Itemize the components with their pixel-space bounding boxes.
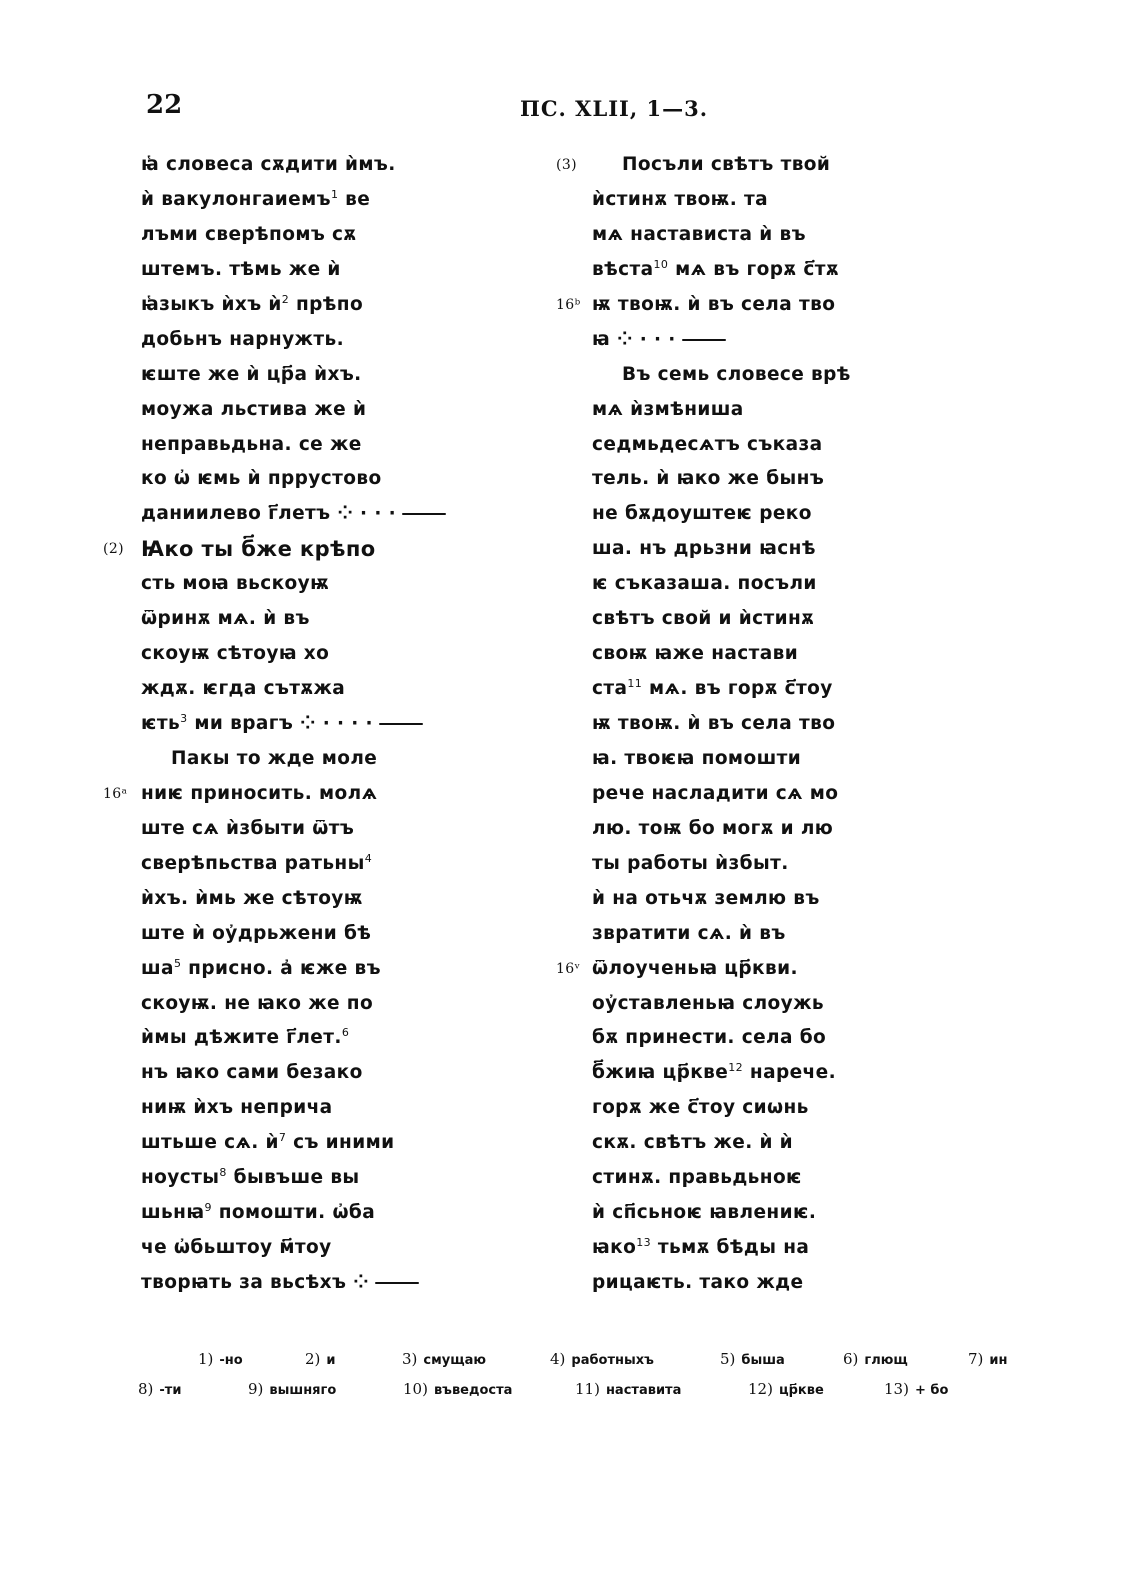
footnote-text: смущаю xyxy=(423,1353,486,1368)
text-line xyxy=(141,672,471,707)
line-text: мѧ настависта ѝ въ xyxy=(592,223,806,245)
line-text: ѭ твоѭ. ѝ въ села тво xyxy=(592,713,836,734)
line-text: свѣтъ свой и ѝстинѫ xyxy=(592,608,815,630)
line-text: неправьдьна. се же xyxy=(141,433,362,455)
footnote-number: 9) xyxy=(248,1380,264,1398)
section-end-mark xyxy=(682,339,726,341)
line-text: че ѡ҆бьштоу м҃тоу xyxy=(141,1237,332,1259)
line-text: ѭ твоѭ. ѝ въ села тво xyxy=(592,293,836,315)
footnote xyxy=(884,1380,948,1398)
line-text: ждѫ. ѥгда сътѫжа xyxy=(141,678,346,700)
line-text: ште сѧ ѝзбыти ѿтъ xyxy=(141,817,355,839)
line-text: лю. тоѭ бо могѫ и лю xyxy=(592,817,834,839)
margin-mark: 16ᵛ xyxy=(556,960,581,977)
text-line xyxy=(141,812,471,847)
line-text-after: мѧ. въ горѫ с҃тоу xyxy=(642,678,833,700)
footnote-text: -ти xyxy=(159,1383,182,1398)
text-line xyxy=(556,288,922,323)
footnote xyxy=(720,1350,785,1368)
footnote-ref: 9 xyxy=(204,1200,212,1214)
text-line xyxy=(592,1091,922,1126)
footnote-number: 11) xyxy=(575,1380,600,1398)
line-text: ѝ вакулонгаиемъ xyxy=(141,188,331,210)
footnote-number: 3) xyxy=(402,1350,418,1368)
line-text: штьше сѧ. ѝ xyxy=(141,1132,279,1154)
footnote xyxy=(402,1350,486,1368)
line-text-after: присно. а҆ ѥже въ xyxy=(181,957,381,979)
line-text-after: бывъше вы xyxy=(226,1167,360,1189)
text-line xyxy=(592,917,922,952)
line-text-after: съ иними xyxy=(286,1132,395,1154)
line-text: штемъ. тѣмь же ѝ xyxy=(141,258,341,280)
text-line xyxy=(592,1266,922,1301)
text-line xyxy=(141,1266,471,1301)
section-end-mark xyxy=(375,1282,419,1284)
line-text: Пакы то жде моле xyxy=(171,747,378,769)
line-text: своѭ ꙗже настави xyxy=(592,643,799,665)
footnote-ref: 13 xyxy=(636,1235,652,1249)
footnote-ref: 4 xyxy=(364,851,373,865)
line-text: ниѥ приносить. молѧ xyxy=(141,782,378,804)
footnote-number: 5) xyxy=(720,1350,736,1368)
text-line xyxy=(141,1056,471,1091)
text-line xyxy=(141,567,471,602)
text-line xyxy=(141,323,471,358)
text-line xyxy=(141,1231,471,1266)
text-line xyxy=(592,777,922,812)
text-line xyxy=(592,1056,922,1091)
text-line xyxy=(141,1091,471,1126)
line-text: вѣста xyxy=(592,258,654,280)
line-text: бѫ принести. села бо xyxy=(592,1027,827,1049)
footnote-text: наставита xyxy=(605,1383,682,1398)
right-column xyxy=(556,148,922,1301)
footnote-text: ин xyxy=(989,1353,1008,1368)
line-text: не бѫдоуштеѥ реко xyxy=(592,503,812,525)
text-line xyxy=(592,812,922,847)
margin-mark: (2) xyxy=(103,541,125,558)
text-line xyxy=(592,358,922,393)
line-text: скоуѭ. не ꙗко же по xyxy=(141,992,374,1014)
footnote xyxy=(550,1350,654,1368)
line-text: седмьдесѧтъ съказа xyxy=(592,433,823,455)
footnote-number: 8) xyxy=(138,1380,154,1398)
text-line xyxy=(592,323,922,358)
text-line xyxy=(592,1196,922,1231)
footnote-number: 7) xyxy=(968,1350,984,1368)
footnote xyxy=(198,1350,243,1368)
text-line xyxy=(592,183,922,218)
text-line xyxy=(141,358,471,393)
text-line xyxy=(592,497,922,532)
footnote-text: + бо xyxy=(914,1383,949,1398)
text-line xyxy=(556,148,922,183)
footnote-ref: 5 xyxy=(173,956,182,970)
line-text: лъми сверѣпомъ сѫ xyxy=(141,223,357,245)
line-text: ѿринѫ мѧ. ѝ въ xyxy=(141,608,310,630)
line-text: нъ ꙗко сами безако xyxy=(141,1062,363,1084)
footnote xyxy=(403,1380,512,1398)
footnote-number: 12) xyxy=(748,1380,773,1398)
footnote xyxy=(843,1350,908,1368)
text-line xyxy=(592,532,922,567)
footnote-text: глющ xyxy=(864,1353,908,1368)
line-text: ѥште же ѝ цр҃а ѝхъ. xyxy=(141,363,362,385)
line-text: ѥть xyxy=(141,713,181,734)
footnote xyxy=(748,1380,824,1398)
footnote-ref: 7 xyxy=(278,1131,287,1145)
line-text: ѝмы дѣжите г҃лет. xyxy=(141,1027,342,1049)
text-line xyxy=(141,218,471,253)
text-line xyxy=(141,1126,471,1161)
footnote-ref: 3 xyxy=(180,711,188,725)
text-line xyxy=(592,393,922,428)
text-line xyxy=(592,1126,922,1161)
line-text: сверѣпьства ратьны xyxy=(141,852,365,874)
footnote-text: быша xyxy=(741,1353,785,1368)
footnote-number: 1) xyxy=(198,1350,214,1368)
line-text: ѝхъ. ѝмь же сѣтоуѭ xyxy=(141,887,363,909)
footnote-ref: 6 xyxy=(341,1026,350,1040)
line-text: ко ѡ҆ ѥмь ѝ пррустово xyxy=(141,468,382,490)
text-line xyxy=(141,742,471,777)
text-line xyxy=(592,1161,922,1196)
line-text: шьнꙗ xyxy=(141,1202,205,1224)
line-text: оу҆ставленьꙗ слоужь xyxy=(592,992,824,1014)
text-line xyxy=(141,952,471,987)
line-text: моужа льстива же ѝ xyxy=(141,398,367,420)
text-line xyxy=(592,567,922,602)
text-line xyxy=(141,707,471,742)
text-line xyxy=(141,602,471,637)
text-line xyxy=(592,987,922,1022)
line-text: ноусты xyxy=(141,1167,220,1189)
text-line xyxy=(141,497,471,532)
line-text: даниилево г҃летъ ⁘ · · · xyxy=(141,503,397,525)
footnote-ref: 2 xyxy=(281,292,290,306)
line-text: ꙗко xyxy=(592,1237,637,1259)
text-line xyxy=(141,882,471,917)
text-line xyxy=(141,183,471,218)
text-line xyxy=(141,1021,471,1056)
line-text: б҃жиꙗ цр҃кве xyxy=(592,1062,729,1084)
text-line xyxy=(592,1021,922,1056)
line-text: ѝстинѫ твоѭ. та xyxy=(592,188,768,210)
section-end-mark xyxy=(402,513,446,515)
line-text: ѿлоученьꙗ цр҃кви. xyxy=(592,957,798,979)
line-text: Въ семь словесе врѣ xyxy=(622,363,851,385)
footnote-text: въведоста xyxy=(433,1383,513,1398)
text-line xyxy=(592,253,922,288)
line-text: ꙗ҅зыкъ ѝхъ ѝ xyxy=(141,293,282,315)
text-line xyxy=(592,637,922,672)
footnote-ref: 12 xyxy=(728,1061,744,1075)
text-line xyxy=(592,672,922,707)
text-line xyxy=(141,637,471,672)
footnote-ref: 1 xyxy=(330,187,339,201)
section-end-mark xyxy=(379,723,423,725)
text-line xyxy=(592,1231,922,1266)
text-line xyxy=(592,742,922,777)
footnote xyxy=(138,1380,181,1398)
page-number: 22 xyxy=(146,90,183,120)
text-line xyxy=(141,847,471,882)
text-line xyxy=(592,707,922,742)
line-text: сть моꙗ вьскоуѭ xyxy=(141,573,330,595)
line-text: ша. нъ дрьзни ꙗснѣ xyxy=(592,538,816,560)
line-text: ꙗ. твоѥꙗ помошти xyxy=(592,747,802,769)
line-text-after: нарече. xyxy=(743,1062,837,1084)
line-text: скоуѭ сѣтоуꙗ хо xyxy=(141,643,330,665)
footnote xyxy=(248,1380,336,1398)
line-text: рицаѥть. тако жде xyxy=(592,1272,804,1293)
line-text: мѧ ѝзмѣниша xyxy=(592,398,744,420)
line-text: тель. ѝ ꙗко же бынъ xyxy=(592,468,825,490)
running-head: ПС. XLII, 1—3. xyxy=(520,96,709,121)
line-text: скѫ. свѣтъ же. ѝ ѝ xyxy=(592,1132,794,1154)
line-text-after: тьмѫ бѣды на xyxy=(651,1237,810,1259)
text-line xyxy=(592,602,922,637)
footnote-ref: 8 xyxy=(219,1166,227,1180)
line-text: ѥ съказаша. посъли xyxy=(592,573,817,595)
line-text: звратити сѧ. ѝ въ xyxy=(592,922,786,944)
text-line xyxy=(141,917,471,952)
text-line xyxy=(141,253,471,288)
text-line xyxy=(141,428,471,463)
footnote xyxy=(968,1350,1008,1368)
line-text: ша xyxy=(141,957,174,979)
text-line xyxy=(592,882,922,917)
footnote-ref: 10 xyxy=(653,257,669,271)
line-text: добьнъ нарнужть. xyxy=(141,328,344,350)
left-column xyxy=(103,148,471,1301)
line-text-after: мѧ въ горѫ с҃тѫ xyxy=(668,258,839,280)
footnote-number: 4) xyxy=(550,1350,566,1368)
footnote-text: работныхъ xyxy=(571,1353,654,1368)
line-text: ста xyxy=(592,678,628,700)
text-line xyxy=(141,148,471,183)
footnote-text: -но xyxy=(219,1353,243,1368)
line-text-after: ми врагъ ⁘ · · · · xyxy=(187,713,373,734)
text-line xyxy=(141,987,471,1022)
line-text: Ꙗко ты б҃же крѣпо xyxy=(141,537,376,562)
line-text: Посъли свѣтъ твой xyxy=(622,154,831,175)
footnote-number: 6) xyxy=(843,1350,859,1368)
text-line xyxy=(141,1196,471,1231)
footnote-text: и xyxy=(326,1353,336,1368)
line-text: ниѭ ѝхъ неприча xyxy=(141,1097,333,1119)
line-text-after: ве xyxy=(338,188,371,210)
line-text: ты работы ѝзбыт. xyxy=(592,852,789,874)
text-line xyxy=(103,532,471,567)
line-text: ѝ сп҃сьноѥ ꙗвлениѥ. xyxy=(592,1202,817,1224)
footnote xyxy=(305,1350,336,1368)
text-line xyxy=(141,1161,471,1196)
line-text: ꙗ ⁘ · · · xyxy=(592,328,676,350)
footnote-number: 2) xyxy=(305,1350,321,1368)
line-text: горѫ же с҃тоу сиѡнь xyxy=(592,1097,809,1119)
line-text: рече насладити сѧ мо xyxy=(592,782,839,804)
line-text: ꙗ҅ словеса сѫдити ѝмъ. xyxy=(141,154,396,175)
text-line xyxy=(556,952,922,987)
text-line xyxy=(103,777,471,812)
footnote-number: 13) xyxy=(884,1380,909,1398)
footnote-number: 10) xyxy=(403,1380,428,1398)
text-line xyxy=(592,428,922,463)
line-text-after: прѣпо xyxy=(289,293,364,315)
line-text: ште ѝ оу҆дрьжени бѣ xyxy=(141,922,372,944)
text-line xyxy=(141,288,471,323)
line-text-after: помошти. ѡ҆ба xyxy=(211,1202,376,1224)
margin-mark: 16ᵃ xyxy=(103,785,128,802)
footnote-ref: 11 xyxy=(627,676,643,690)
text-line xyxy=(592,847,922,882)
line-text: стинѫ. правьдьноѥ xyxy=(592,1167,802,1189)
footnote-text: вышняго xyxy=(269,1383,337,1398)
margin-mark: 16ᵇ xyxy=(556,296,581,313)
text-line xyxy=(592,218,922,253)
line-text: ѝ на отьчѫ землю въ xyxy=(592,887,820,909)
footnote xyxy=(575,1380,681,1398)
line-text: творꙗть за вьсѣхъ ⁘ xyxy=(141,1272,370,1293)
footnote-text: цр҃кве xyxy=(778,1383,824,1398)
text-line xyxy=(141,393,471,428)
text-line xyxy=(141,462,471,497)
margin-mark: (3) xyxy=(556,157,578,173)
text-line xyxy=(592,462,922,497)
